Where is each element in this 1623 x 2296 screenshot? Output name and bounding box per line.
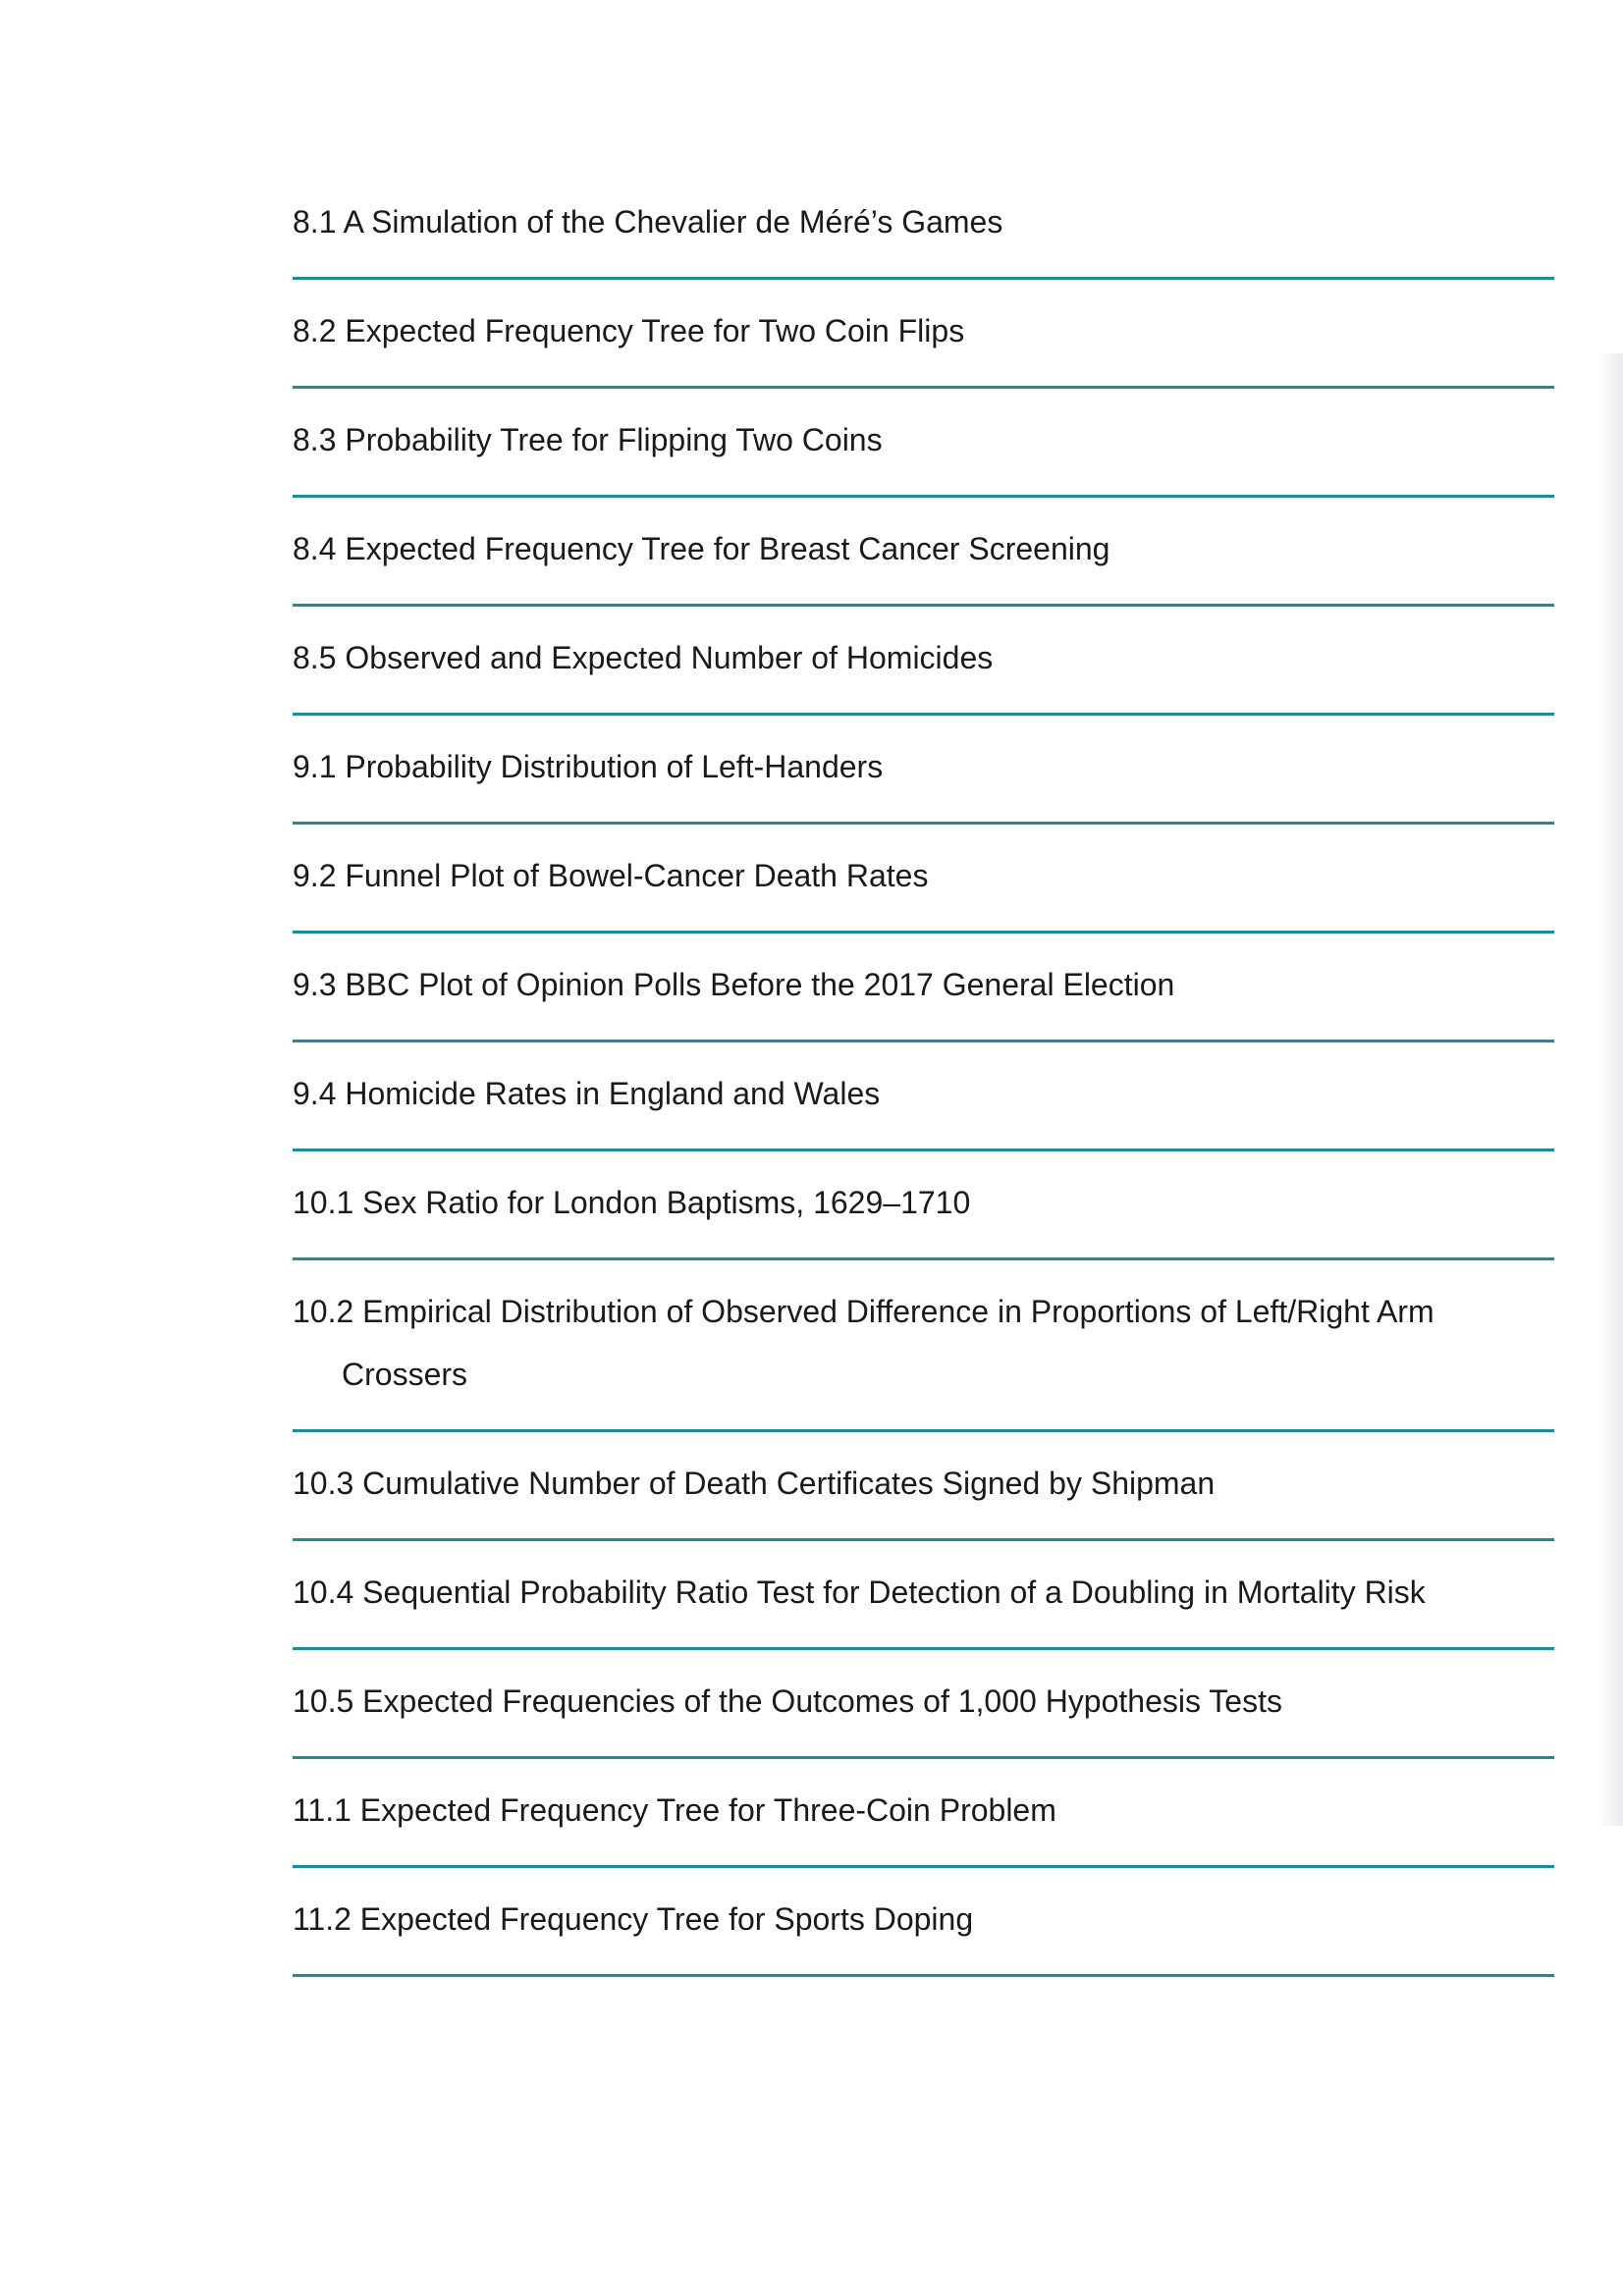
list-of-figures	[293, 181, 1554, 1977]
figure-entry-label: 8.1 A Simulation of the Chevalier de Méré’s Games	[293, 204, 1003, 240]
figure-entry-label: 8.2 Expected Frequency Tree for Two Coin Flips	[293, 313, 965, 348]
figure-entry-label: 8.3 Probability Tree for Flipping Two Coins	[293, 422, 883, 457]
figure-entry[interactable]	[293, 498, 1554, 607]
figure-entry[interactable]	[293, 716, 1554, 825]
figure-entry-label: 11.1 Expected Frequency Tree for Three-Coin Problem	[293, 1792, 1056, 1828]
figure-entry-label: 9.4 Homicide Rates in England and Wales	[293, 1076, 881, 1111]
figure-entry-label: 10.5 Expected Frequencies of the Outcomes of 1,000 Hypothesis Tests	[293, 1683, 1282, 1719]
figure-entry[interactable]	[293, 181, 1554, 280]
figure-entry-label: 10.4 Sequential Probability Ratio Test for Detection of a Doubling in Mortality Risk	[293, 1575, 1426, 1610]
figure-entry[interactable]	[293, 1260, 1554, 1432]
figure-entry-label: 9.2 Funnel Plot of Bowel-Cancer Death Rates	[293, 858, 929, 893]
figure-entry[interactable]	[293, 1759, 1554, 1868]
figure-entry-label: 8.5 Observed and Expected Number of Homicides	[293, 640, 994, 675]
figure-entry[interactable]	[293, 1042, 1554, 1151]
figure-entry[interactable]	[293, 389, 1554, 498]
figure-entry[interactable]	[293, 1650, 1554, 1759]
figure-entry[interactable]	[293, 934, 1554, 1042]
figure-entry[interactable]	[293, 825, 1554, 934]
figure-entry-label: 11.2 Expected Frequency Tree for Sports Doping	[293, 1901, 974, 1937]
figure-entry[interactable]	[293, 280, 1554, 389]
figure-entry-label: 10.2 Empirical Distribution of Observed Difference in Proportions of Left/Right Arm Crossers	[293, 1294, 1434, 1392]
figure-entry[interactable]	[293, 1151, 1554, 1260]
figure-entry-label: 10.1 Sex Ratio for London Baptisms, 1629–1710	[293, 1185, 971, 1220]
page-edge-shadow	[1596, 353, 1623, 1826]
figure-entry[interactable]	[293, 607, 1554, 716]
figure-entry-label: 8.4 Expected Frequency Tree for Breast Cancer Screening	[293, 531, 1110, 566]
figure-entry[interactable]	[293, 1432, 1554, 1541]
figure-entry[interactable]	[293, 1868, 1554, 1977]
figure-entry-label: 10.3 Cumulative Number of Death Certificates Signed by Shipman	[293, 1466, 1216, 1501]
figure-entry-label: 9.1 Probability Distribution of Left-Handers	[293, 749, 884, 784]
figure-entry-label: 9.3 BBC Plot of Opinion Polls Before the 2017 General Election	[293, 967, 1175, 1002]
figure-entry[interactable]	[293, 1541, 1554, 1650]
